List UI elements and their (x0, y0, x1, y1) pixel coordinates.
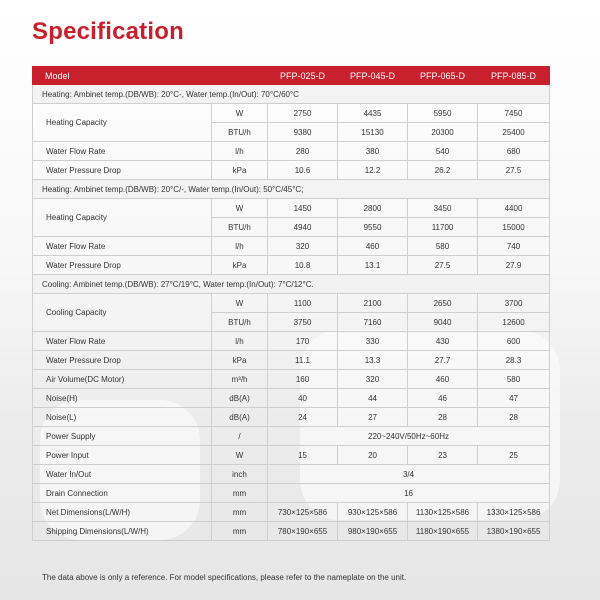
unit-cell: kPa (212, 161, 268, 180)
row-label: Shipping Dimensions(L/W/H) (33, 522, 212, 541)
unit-cell: W (212, 104, 268, 123)
unit-cell: l/h (212, 332, 268, 351)
row-label: Noise(L) (33, 408, 212, 427)
value-cell: 12.2 (338, 161, 408, 180)
value-cell: 46 (408, 389, 478, 408)
spec-table (32, 66, 550, 541)
unit-cell: dB(A) (212, 389, 268, 408)
value-cell: 7160 (338, 313, 408, 332)
merged-value-cell: 16 (268, 484, 550, 503)
table-row (33, 256, 550, 275)
value-cell: 27 (338, 408, 408, 427)
value-cell: 44 (338, 389, 408, 408)
row-label: Water Flow Rate (33, 237, 212, 256)
merged-value-cell: 3/4 (268, 465, 550, 484)
table-row (33, 408, 550, 427)
model-column-header: PFP-025-D (268, 67, 338, 85)
unit-cell: l/h (212, 237, 268, 256)
value-cell: 10.8 (268, 256, 338, 275)
section-condition: Heating: Ambinet temp.(DB/WB): 20°C/-, Water temp.(In/Out): 50°C/45°C; (33, 180, 550, 199)
table-row (33, 332, 550, 351)
value-cell: 430 (408, 332, 478, 351)
value-cell: 680 (478, 142, 550, 161)
value-cell: 28.3 (478, 351, 550, 370)
unit-cell: / (212, 427, 268, 446)
unit-cell: mm (212, 503, 268, 522)
value-cell: 540 (408, 142, 478, 161)
page-title: Specification (32, 18, 184, 45)
section-header-row (33, 275, 550, 294)
unit-cell: mm (212, 484, 268, 503)
value-cell: 3700 (478, 294, 550, 313)
value-cell: 930×125×586 (338, 503, 408, 522)
table-header-row (33, 67, 550, 85)
value-cell: 26.2 (408, 161, 478, 180)
value-cell: 47 (478, 389, 550, 408)
unit-cell: W (212, 446, 268, 465)
value-cell: 330 (338, 332, 408, 351)
row-label: Water Flow Rate (33, 332, 212, 351)
value-cell: 15 (268, 446, 338, 465)
footnote: The data above is only a reference. For model specifications, please refer to the nameplate on the unit. (42, 573, 407, 582)
merged-value-cell: 220~240V/50Hz~60Hz (268, 427, 550, 446)
value-cell: 9040 (408, 313, 478, 332)
value-cell: 2650 (408, 294, 478, 313)
row-label: Water Pressure Drop (33, 256, 212, 275)
table-row (33, 522, 550, 541)
row-label: Air Volume(DC Motor) (33, 370, 212, 389)
value-cell: 13.1 (338, 256, 408, 275)
value-cell: 10.6 (268, 161, 338, 180)
value-cell: 1100 (268, 294, 338, 313)
table-row (33, 484, 550, 503)
value-cell: 27.7 (408, 351, 478, 370)
capacity-label: Cooling Capacity (33, 294, 212, 332)
value-cell: 27.5 (408, 256, 478, 275)
value-cell: 460 (338, 237, 408, 256)
capacity-label: Heating Capacity (33, 199, 212, 237)
value-cell: 15000 (478, 218, 550, 237)
value-cell: 2800 (338, 199, 408, 218)
table-row (33, 503, 550, 522)
value-cell: 28 (408, 408, 478, 427)
value-cell: 9550 (338, 218, 408, 237)
value-cell: 380 (338, 142, 408, 161)
table-row (33, 446, 550, 465)
section-condition: Cooling: Ambinet temp.(DB/WB): 27°C/19°C, Water temp.(In/Out): 7°C/12°C. (33, 275, 550, 294)
section-condition: Heating: Ambinet temp.(DB/WB): 20°C-, Water temp.(In/Out): 70°C/60°C (33, 85, 550, 104)
table-row (33, 370, 550, 389)
unit-cell: W (212, 294, 268, 313)
unit-cell: BTU/h (212, 218, 268, 237)
table-row (33, 465, 550, 484)
table-row (33, 142, 550, 161)
value-cell: 280 (268, 142, 338, 161)
row-label: Power Supply (33, 427, 212, 446)
value-cell: 11.1 (268, 351, 338, 370)
row-label: Water In/Out (33, 465, 212, 484)
model-header: Model (33, 67, 268, 85)
value-cell: 780×190×655 (268, 522, 338, 541)
table-row (33, 237, 550, 256)
spec-table-wrapper (32, 66, 549, 541)
unit-cell: BTU/h (212, 313, 268, 332)
value-cell: 40 (268, 389, 338, 408)
value-cell: 24 (268, 408, 338, 427)
value-cell: 580 (408, 237, 478, 256)
table-row (33, 199, 550, 218)
value-cell: 1130×125×586 (408, 503, 478, 522)
unit-cell: kPa (212, 351, 268, 370)
value-cell: 4940 (268, 218, 338, 237)
unit-cell: mm (212, 522, 268, 541)
table-row (33, 351, 550, 370)
value-cell: 11700 (408, 218, 478, 237)
value-cell: 4400 (478, 199, 550, 218)
model-column-header: PFP-045-D (338, 67, 408, 85)
value-cell: 1180×190×655 (408, 522, 478, 541)
value-cell: 20 (338, 446, 408, 465)
value-cell: 1380×190×655 (478, 522, 550, 541)
value-cell: 25 (478, 446, 550, 465)
spec-table-body (33, 85, 550, 541)
value-cell: 2100 (338, 294, 408, 313)
value-cell: 15130 (338, 123, 408, 142)
value-cell: 20300 (408, 123, 478, 142)
value-cell: 2750 (268, 104, 338, 123)
value-cell: 1450 (268, 199, 338, 218)
capacity-label: Heating Capacity (33, 104, 212, 142)
unit-cell: l/h (212, 142, 268, 161)
row-label: Water Flow Rate (33, 142, 212, 161)
model-column-header: PFP-065-D (408, 67, 478, 85)
row-label: Power Input (33, 446, 212, 465)
section-header-row (33, 85, 550, 104)
unit-cell: W (212, 199, 268, 218)
unit-cell: BTU/h (212, 123, 268, 142)
value-cell: 170 (268, 332, 338, 351)
value-cell: 23 (408, 446, 478, 465)
unit-cell: inch (212, 465, 268, 484)
table-row (33, 104, 550, 123)
value-cell: 320 (268, 237, 338, 256)
row-label: Net Dimensions(L/W/H) (33, 503, 212, 522)
value-cell: 730×125×586 (268, 503, 338, 522)
value-cell: 580 (478, 370, 550, 389)
unit-cell: kPa (212, 256, 268, 275)
row-label: Water Pressure Drop (33, 351, 212, 370)
section-header-row (33, 180, 550, 199)
value-cell: 9380 (268, 123, 338, 142)
value-cell: 27.5 (478, 161, 550, 180)
row-label: Drain Connection (33, 484, 212, 503)
value-cell: 5950 (408, 104, 478, 123)
value-cell: 3450 (408, 199, 478, 218)
value-cell: 13.3 (338, 351, 408, 370)
value-cell: 12600 (478, 313, 550, 332)
table-row (33, 161, 550, 180)
value-cell: 740 (478, 237, 550, 256)
value-cell: 28 (478, 408, 550, 427)
value-cell: 4435 (338, 104, 408, 123)
value-cell: 600 (478, 332, 550, 351)
value-cell: 27.9 (478, 256, 550, 275)
value-cell: 160 (268, 370, 338, 389)
unit-cell: dB(A) (212, 408, 268, 427)
table-row (33, 294, 550, 313)
row-label: Noise(H) (33, 389, 212, 408)
table-row (33, 427, 550, 446)
value-cell: 460 (408, 370, 478, 389)
value-cell: 25400 (478, 123, 550, 142)
value-cell: 1330×125×586 (478, 503, 550, 522)
value-cell: 320 (338, 370, 408, 389)
value-cell: 7450 (478, 104, 550, 123)
unit-cell: m³/h (212, 370, 268, 389)
model-column-header: PFP-085-D (478, 67, 550, 85)
value-cell: 980×190×655 (338, 522, 408, 541)
table-row (33, 389, 550, 408)
row-label: Water Pressure Drop (33, 161, 212, 180)
value-cell: 3750 (268, 313, 338, 332)
